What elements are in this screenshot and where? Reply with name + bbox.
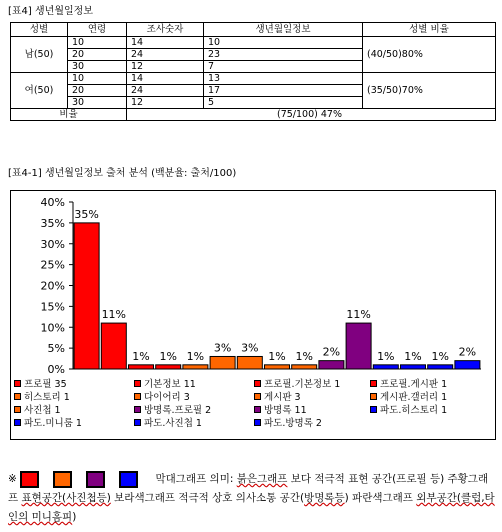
note-mark: ※ — [8, 473, 17, 485]
note-text-b: 붉은그래프 — [236, 473, 288, 485]
info-cell: 5 — [204, 97, 363, 109]
bar-value-label: 2% — [322, 345, 341, 359]
age-cell: 30 — [68, 61, 127, 73]
bar — [428, 365, 453, 369]
note-text-d: 표현공간(사진첩등) — [21, 492, 111, 504]
total-value: (75/100) 47% — [127, 109, 496, 121]
chart-note — [8, 470, 498, 527]
bar — [455, 361, 480, 369]
note-text-g: ) 파란색그래프 — [344, 492, 417, 504]
note-color-swatch — [86, 471, 105, 488]
legend-swatch — [14, 419, 21, 426]
bar-value-label: 1% — [431, 349, 449, 363]
age-cell: 10 — [68, 73, 127, 85]
bar-value-label: 1% — [295, 349, 313, 363]
bar — [128, 365, 153, 369]
bar — [74, 223, 99, 369]
count-cell: 12 — [127, 61, 204, 73]
legend-swatch — [134, 380, 141, 387]
legend-swatch — [14, 393, 21, 400]
bar — [237, 356, 262, 369]
bar — [264, 365, 289, 369]
legend-label: 방명록 11 — [264, 405, 307, 416]
bar-value-label: 1% — [132, 349, 150, 363]
header-birthdate-info: 생년월일정보 — [204, 23, 363, 37]
count-cell: 12 — [127, 97, 204, 109]
bar — [346, 323, 371, 369]
legend-item — [370, 402, 447, 416]
male-label: 남(50) — [11, 37, 68, 73]
legend-label: 게시판.갤러리 1 — [380, 392, 448, 403]
legend-swatch — [134, 406, 141, 413]
note-text-e: 보라색그래프 적극적 상호 의사소통 공간( — [110, 492, 305, 504]
y-tick-label: 25% — [40, 258, 65, 272]
age-cell: 20 — [68, 85, 127, 97]
bar-value-label: 3% — [213, 341, 232, 355]
age-cell: 30 — [68, 97, 127, 109]
legend-item — [254, 402, 307, 416]
legend-item — [254, 389, 301, 403]
bar-value-label: 1% — [404, 349, 422, 363]
note-color-swatches — [20, 471, 152, 488]
legend-item — [134, 415, 202, 429]
bar-value-label: 1% — [268, 349, 286, 363]
legend-swatch — [370, 380, 377, 387]
male-ratio: (40/50)80% — [363, 37, 496, 73]
total-label: 비율 — [11, 109, 127, 121]
legend-item — [370, 376, 447, 390]
age-cell: 20 — [68, 49, 127, 61]
table-row — [11, 73, 496, 85]
table-caption: [표4] 생년월일정보 — [8, 6, 93, 17]
legend-label: 파도.히스토리 1 — [380, 405, 448, 416]
legend-label: 기본정보 11 — [144, 379, 196, 390]
legend-item — [14, 376, 67, 390]
y-tick-label: 35% — [40, 216, 65, 230]
legend-label: 프로필 35 — [24, 379, 67, 390]
bar — [156, 365, 181, 369]
age-cell: 10 — [68, 37, 127, 49]
note-text-h: 외부공간(클럽,타인의 미니홈피 — [8, 492, 495, 523]
note-text-a: 막대그래프 의미: — [155, 473, 237, 485]
note-text-c: 보다 적극적 표현 공간(프로필 등) 주황그래프 — [8, 473, 489, 504]
count-cell: 14 — [127, 37, 204, 49]
legend-label: 방명록.프로필 2 — [144, 405, 212, 416]
legend-swatch — [370, 406, 377, 413]
legend-label: 파도.사진첩 1 — [144, 418, 202, 429]
legend-label: 파도.미니룸 1 — [24, 418, 82, 429]
bar-value-label: 1% — [159, 349, 177, 363]
bar-value-label: 1% — [186, 349, 205, 363]
legend-label: 히스토리 1 — [24, 392, 70, 403]
header-gender: 성별 — [11, 23, 68, 37]
header-age: 연령 — [68, 23, 127, 37]
legend-label: 게시판 3 — [264, 392, 301, 403]
female-label: 여(50) — [11, 73, 68, 109]
legend-swatch — [14, 406, 21, 413]
count-cell: 14 — [127, 73, 204, 85]
legend-item — [370, 389, 447, 403]
legend-item — [14, 389, 70, 403]
bar-value-label: 1% — [377, 349, 395, 363]
y-tick-label: 10% — [40, 321, 65, 335]
note-color-swatch — [53, 471, 72, 488]
table-header-row — [11, 23, 496, 37]
bar-value-label: 3% — [241, 341, 259, 355]
legend-swatch — [254, 393, 261, 400]
info-cell: 10 — [204, 37, 363, 49]
y-tick-label: 0% — [47, 363, 65, 376]
legend-swatch — [134, 419, 141, 426]
legend-swatch — [134, 393, 141, 400]
note-text-f: 방명록등 — [304, 492, 345, 504]
bar-value-label: 11% — [101, 308, 127, 322]
table-row — [11, 37, 496, 49]
bar-value-label: 35% — [74, 207, 99, 221]
bar — [319, 361, 344, 369]
bar — [101, 323, 126, 369]
note-color-swatch — [20, 471, 39, 488]
count-cell: 24 — [127, 49, 204, 61]
birthdate-info-table — [10, 22, 496, 121]
count-cell: 24 — [127, 85, 204, 97]
y-tick-label: 5% — [47, 342, 65, 356]
info-cell: 23 — [204, 49, 363, 61]
bar — [292, 365, 317, 369]
legend-label: 사진첩 1 — [24, 405, 61, 416]
legend-item — [254, 415, 322, 429]
legend-label: 프로필.기본정보 1 — [264, 379, 341, 390]
legend-swatch — [254, 406, 261, 413]
note-text-i: ) — [72, 511, 77, 523]
info-cell: 17 — [204, 85, 363, 97]
header-gender-ratio: 성별 비율 — [363, 23, 496, 37]
legend-swatch — [254, 419, 261, 426]
header-count: 조사숫자 — [127, 23, 204, 37]
legend-label: 다이어리 3 — [144, 392, 190, 403]
legend-swatch — [14, 380, 21, 387]
bar-value-label: 11% — [346, 308, 371, 322]
legend-swatch — [254, 380, 261, 387]
bar-value-label: 2% — [458, 345, 477, 359]
legend-item — [134, 389, 190, 403]
bar — [183, 365, 208, 369]
female-ratio: (35/50)70% — [363, 73, 496, 109]
bar — [210, 356, 235, 369]
info-cell: 7 — [204, 61, 363, 73]
legend-item — [254, 376, 340, 390]
chart-caption: [표4-1] 생년월일정보 출처 분석 (백분율: 출처/100) — [8, 168, 237, 179]
bar — [400, 365, 425, 369]
y-tick-label: 20% — [40, 279, 65, 293]
legend-item — [134, 376, 196, 390]
table-total-row — [11, 109, 496, 121]
bar — [373, 365, 398, 369]
y-tick-label: 15% — [40, 300, 65, 314]
legend-item — [14, 402, 61, 416]
info-cell: 13 — [204, 73, 363, 85]
legend-label: 파도.방명록 2 — [264, 418, 322, 429]
note-color-swatch — [119, 471, 138, 488]
legend-item — [14, 415, 82, 429]
legend-label: 프로필.게시판 1 — [380, 379, 448, 390]
legend-item — [134, 402, 211, 416]
y-tick-label: 40% — [40, 196, 65, 209]
legend-swatch — [370, 393, 377, 400]
y-tick-label: 30% — [40, 237, 65, 251]
